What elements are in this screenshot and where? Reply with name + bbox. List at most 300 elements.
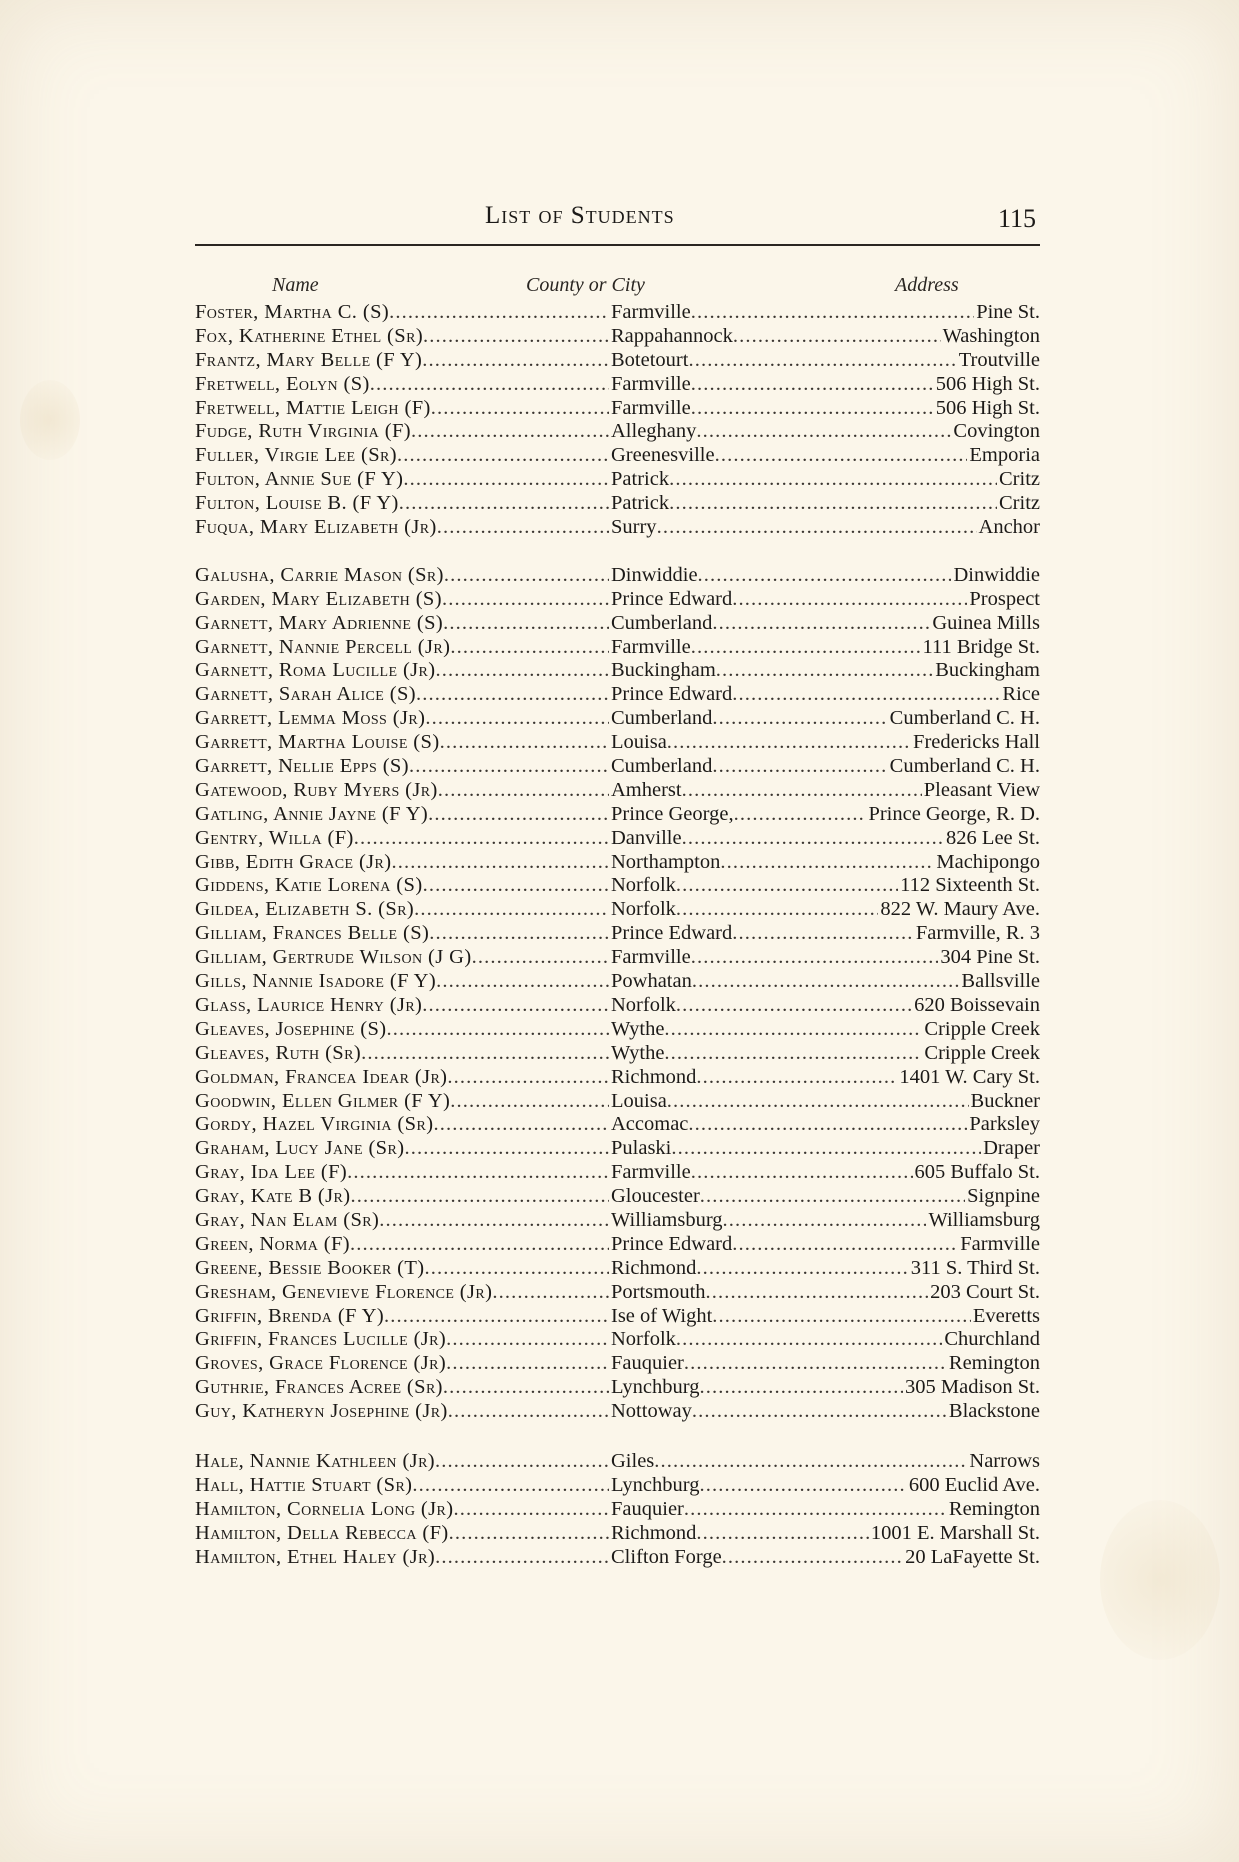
leader-dots	[676, 898, 878, 922]
student-name: Fuqua, Mary Elizabeth (Jr)	[195, 516, 437, 539]
student-name: Giddens, Katie Lorena (S)	[195, 874, 423, 897]
leader-dots	[676, 874, 898, 898]
leader-dots	[435, 1546, 609, 1570]
leader-dots	[698, 564, 952, 588]
student-entry	[195, 325, 1040, 349]
leader-dots	[446, 1328, 609, 1352]
leader-dots	[732, 588, 967, 612]
student-county: Nottoway	[611, 1400, 692, 1423]
student-entry	[195, 1161, 1040, 1185]
leader-dots	[691, 1161, 913, 1185]
leader-dots	[732, 683, 1000, 707]
student-address: Buckner	[970, 1089, 1040, 1112]
student-name: Green, Norma (F)	[195, 1232, 350, 1255]
student-entry	[195, 1474, 1040, 1498]
student-address: 305 Madison St.	[905, 1376, 1040, 1399]
student-name: Garnett, Nannie Percell (Jr)	[195, 635, 451, 658]
student-entry	[195, 1328, 1040, 1352]
leader-dots	[361, 1042, 609, 1066]
student-name: Griffin, Frances Lucille (Jr)	[195, 1328, 447, 1351]
student-entry	[195, 1113, 1040, 1137]
student-county: Amherst	[611, 778, 682, 801]
student-county: Farmville	[611, 635, 691, 658]
student-county: Louisa	[611, 731, 667, 754]
student-name: Gleaves, Josephine (S)	[195, 1017, 387, 1040]
student-county: Norfolk	[611, 898, 676, 921]
student-name: Groves, Grace Florence (Jr)	[195, 1352, 447, 1375]
student-address: Critz	[999, 468, 1040, 491]
student-county: Cumberland	[611, 755, 713, 778]
student-name: Hale, Nannie Kathleen (Jr)	[195, 1449, 436, 1472]
leader-dots	[688, 349, 956, 373]
leader-dots	[696, 1066, 897, 1090]
student-name: Gills, Nannie Isadore (F Y)	[195, 970, 437, 993]
page-title: List of Students	[485, 202, 675, 229]
leader-dots	[733, 325, 941, 349]
page-number: 115	[997, 204, 1036, 233]
student-address: Narrows	[969, 1449, 1040, 1472]
student-address: 112 Sixteenth St.	[900, 874, 1040, 897]
leader-dots	[691, 946, 939, 970]
student-county: Lynchburg	[611, 1473, 700, 1496]
student-entry	[195, 946, 1040, 970]
student-name: Hall, Hattie Stuart (Sr)	[195, 1473, 413, 1496]
leader-dots	[472, 946, 609, 970]
student-address: 506 High St.	[935, 396, 1040, 419]
student-entry	[195, 301, 1040, 325]
student-name: Garnett, Sarah Alice (S)	[195, 683, 417, 706]
leader-dots	[423, 874, 609, 898]
leader-dots	[411, 420, 609, 444]
leader-dots	[664, 1042, 922, 1066]
student-entry	[195, 612, 1040, 636]
leader-dots	[684, 1498, 947, 1522]
leader-dots	[422, 349, 609, 373]
student-name: Gilliam, Gertrude Wilson (J G)	[195, 946, 472, 969]
student-entry	[195, 1137, 1040, 1161]
leader-dots	[691, 301, 974, 325]
leader-dots	[450, 1090, 609, 1114]
student-address: 311 S. Third St.	[910, 1256, 1040, 1279]
student-address: Pine St.	[976, 301, 1040, 323]
student-county: Fauquier	[611, 1497, 684, 1520]
student-entry	[195, 1257, 1040, 1281]
student-entry	[195, 1209, 1040, 1233]
student-name: Garrett, Lemma Moss (Jr)	[195, 707, 426, 730]
student-county: Patrick	[611, 492, 670, 515]
student-county: Prince Edward	[611, 922, 733, 945]
leader-dots	[671, 1137, 981, 1161]
leader-dots	[431, 397, 609, 421]
student-county: Fauquier	[611, 1352, 684, 1375]
student-address: Signpine	[967, 1185, 1040, 1208]
leader-dots	[723, 1209, 927, 1233]
student-name: Fox, Katherine Ethel (Sr)	[195, 324, 424, 347]
student-address: Churchland	[944, 1328, 1040, 1351]
student-name: Guthrie, Frances Acree (Sr)	[195, 1376, 443, 1399]
student-county: Alleghany	[611, 420, 697, 443]
leader-dots	[440, 731, 609, 755]
student-county: Cumberland	[611, 707, 713, 730]
student-name: Garnett, Roma Lucille (Jr)	[195, 659, 436, 682]
student-entry	[195, 683, 1040, 707]
leader-dots	[425, 707, 609, 731]
student-entry	[195, 1450, 1040, 1474]
student-entry	[195, 1185, 1040, 1209]
leader-dots	[436, 970, 609, 994]
student-county: Prince Edward	[611, 587, 733, 610]
student-address: 822 W. Maury Ave.	[880, 898, 1040, 921]
leader-dots	[351, 1185, 610, 1209]
leader-dots	[384, 1305, 609, 1329]
student-entry	[195, 659, 1040, 683]
leader-dots	[397, 444, 609, 468]
leader-dots	[453, 1498, 609, 1522]
student-name: Fretwell, Eolyn (S)	[195, 372, 370, 395]
student-county: Buckingham	[611, 659, 716, 682]
student-address: Parksley	[969, 1113, 1040, 1136]
leader-dots	[734, 803, 867, 827]
leader-dots	[720, 851, 934, 875]
leader-dots	[443, 1376, 609, 1400]
student-address: Remington	[948, 1497, 1040, 1520]
student-county: Prince George,	[611, 802, 734, 825]
student-name: Gentry, Willa (F)	[195, 826, 354, 849]
student-name: Hamilton, Ethel Haley (Jr)	[195, 1545, 436, 1568]
leader-dots	[712, 707, 887, 731]
student-address: Critz	[999, 492, 1040, 515]
student-address: 600 Euclid Ave.	[908, 1473, 1040, 1496]
student-county: Farmville	[611, 946, 691, 969]
student-county: Botetourt	[611, 348, 689, 371]
student-county: Prince Edward	[611, 683, 733, 706]
leader-dots	[429, 922, 609, 946]
leader-dots	[691, 373, 934, 397]
student-name: Frantz, Mary Belle (F Y)	[195, 348, 423, 371]
leader-dots	[696, 1257, 908, 1281]
student-county: Surry	[611, 516, 657, 539]
student-address: Everetts	[972, 1304, 1040, 1327]
leader-dots	[654, 1450, 967, 1474]
student-entry	[195, 731, 1040, 755]
student-entry	[195, 827, 1040, 851]
leader-dots	[387, 1018, 609, 1042]
student-address: Dinwiddie	[953, 563, 1040, 586]
student-entry	[195, 803, 1040, 827]
student-entry	[195, 373, 1040, 397]
student-county: Portsmouth	[611, 1280, 706, 1303]
leader-dots	[696, 420, 951, 444]
student-address: Troutville	[958, 348, 1040, 371]
student-name: Gray, Kate B (Jr)	[195, 1185, 351, 1208]
student-county: Farmville	[611, 372, 691, 395]
leader-dots	[692, 1400, 947, 1424]
student-address: Guinea Mills	[932, 611, 1040, 634]
student-name: Guy, Katheryn Josephine (Jr)	[195, 1400, 448, 1423]
student-name: Goodwin, Ellen Gilmer (F Y)	[195, 1089, 451, 1112]
leader-dots	[443, 612, 609, 636]
student-name: Fudge, Ruth Virginia (F)	[195, 420, 411, 443]
student-name: Fretwell, Mattie Leigh (F)	[195, 396, 431, 419]
leader-dots	[684, 1352, 947, 1376]
student-name: Foster, Martha C. (S)	[195, 301, 390, 323]
student-address: Blackstone	[948, 1400, 1040, 1423]
student-county: Norfolk	[611, 993, 676, 1016]
student-address: Cumberland C. H.	[889, 755, 1040, 778]
student-county: Clifton Forge	[611, 1545, 722, 1568]
column-header-name: Name	[272, 274, 319, 296]
student-address: Pleasant View	[923, 778, 1040, 801]
student-entry	[195, 1352, 1040, 1376]
leader-dots	[379, 1209, 609, 1233]
student-county: Accomac	[611, 1113, 689, 1136]
student-entry	[195, 492, 1040, 516]
student-address: 620 Boissevain	[914, 993, 1040, 1016]
leader-dots	[447, 1066, 609, 1090]
student-name: Gildea, Elizabeth S. (Sr)	[195, 898, 415, 921]
student-entry	[195, 1400, 1040, 1424]
leader-dots	[438, 779, 609, 803]
student-address: Cripple Creek	[924, 1041, 1040, 1064]
student-name: Gilliam, Frances Belle (S)	[195, 922, 430, 945]
leader-dots	[692, 970, 960, 994]
student-county: Wythe	[611, 1041, 665, 1064]
student-entry	[195, 1090, 1040, 1114]
student-name: Gleaves, Ruth (Sr)	[195, 1041, 362, 1064]
student-address: 304 Pine St.	[940, 946, 1040, 969]
student-entry	[195, 1233, 1040, 1257]
student-address: 826 Lee St.	[946, 826, 1040, 849]
student-entry	[195, 1546, 1040, 1570]
student-name: Gibb, Edith Grace (Jr)	[195, 850, 392, 873]
student-address: 203 Court St.	[930, 1280, 1040, 1303]
leader-dots	[667, 731, 911, 755]
student-entry	[195, 779, 1040, 803]
student-entry	[195, 636, 1040, 660]
student-name: Glass, Laurice Henry (Jr)	[195, 993, 423, 1016]
leader-dots	[404, 1137, 609, 1161]
leader-dots	[706, 1281, 929, 1305]
student-entry	[195, 1066, 1040, 1090]
leader-dots	[688, 1113, 967, 1137]
student-county: Richmond	[611, 1521, 697, 1544]
student-name: Garnett, Mary Adrienne (S)	[195, 611, 444, 634]
student-county: Powhatan	[611, 970, 692, 993]
student-address: 605 Buffalo St.	[914, 1161, 1040, 1184]
student-entry	[195, 1042, 1040, 1066]
student-name: Gatewood, Ruby Myers (Jr)	[195, 778, 438, 801]
student-address: Prince George, R. D.	[868, 802, 1040, 825]
leader-dots	[669, 492, 997, 516]
leader-dots	[399, 492, 609, 516]
leader-dots	[389, 301, 609, 325]
student-county: Dinwiddie	[611, 563, 698, 586]
student-address: Draper	[983, 1137, 1040, 1160]
student-entry	[195, 970, 1040, 994]
leader-dots	[442, 588, 609, 612]
student-entry	[195, 468, 1040, 492]
student-address: Cripple Creek	[924, 1017, 1040, 1040]
student-list	[195, 301, 1040, 1569]
student-name: Garrett, Martha Louise (S)	[195, 731, 440, 754]
student-name: Fuller, Virgie Lee (Sr)	[195, 444, 397, 467]
student-county: Farmville	[611, 396, 691, 419]
student-name: Hamilton, Cornelia Long (Jr)	[195, 1497, 454, 1520]
student-county: Northampton	[611, 850, 721, 873]
leader-dots	[433, 1113, 609, 1137]
leader-dots	[682, 827, 944, 851]
leader-dots	[423, 325, 609, 349]
student-county: Farmville	[611, 301, 691, 323]
student-name: Gresham, Genevieve Florence (Jr)	[195, 1280, 493, 1303]
student-entry	[195, 851, 1040, 875]
student-name: Goldman, Francea Idear (Jr)	[195, 1065, 448, 1088]
student-address: Remington	[948, 1352, 1040, 1375]
leader-dots	[436, 659, 609, 683]
student-county: Louisa	[611, 1089, 667, 1112]
leader-dots	[354, 827, 609, 851]
student-name: Garrett, Nellie Epps (S)	[195, 755, 409, 778]
leader-dots	[350, 1233, 609, 1257]
student-address: Farmville	[960, 1232, 1040, 1255]
leader-dots	[696, 1522, 868, 1546]
leader-dots	[676, 1328, 942, 1352]
student-county: Cumberland	[611, 611, 713, 634]
leader-dots	[700, 1185, 965, 1209]
student-address: Washington	[942, 324, 1040, 347]
column-header-address: Address	[895, 274, 959, 296]
student-county: Farmville	[611, 1161, 691, 1184]
student-address: Machipongo	[936, 850, 1040, 873]
leader-dots	[667, 1090, 969, 1114]
student-county: Gloucester	[611, 1185, 700, 1208]
student-address: Fredericks Hall	[913, 731, 1040, 754]
student-county: Giles	[611, 1449, 655, 1472]
student-address: 1401 W. Cary St.	[899, 1065, 1040, 1088]
header-rule	[195, 244, 1040, 246]
leader-dots	[691, 636, 921, 660]
leader-dots	[699, 1376, 903, 1400]
leader-dots	[403, 468, 609, 492]
leader-dots	[448, 1400, 609, 1424]
student-county: Norfolk	[611, 874, 676, 897]
student-county: Wythe	[611, 1017, 665, 1040]
student-county: Pulaski	[611, 1137, 672, 1160]
leader-dots	[370, 373, 609, 397]
student-county: Prince Edward	[611, 1232, 733, 1255]
student-county: Richmond	[611, 1065, 697, 1088]
student-entry	[195, 349, 1040, 373]
leader-dots	[669, 468, 997, 492]
leader-dots	[732, 922, 914, 946]
student-address: 111 Bridge St.	[922, 635, 1040, 658]
student-entry	[195, 1018, 1040, 1042]
student-entry	[195, 874, 1040, 898]
student-address: 1001 E. Marshall St.	[870, 1521, 1040, 1544]
student-entry	[195, 922, 1040, 946]
leader-dots	[444, 564, 609, 588]
student-name: Galusha, Carrie Mason (Sr)	[195, 563, 444, 586]
leader-dots	[428, 803, 609, 827]
student-address: Prospect	[969, 587, 1040, 610]
leader-dots	[712, 1305, 971, 1329]
leader-dots	[450, 636, 609, 660]
student-name: Garden, Mary Elizabeth (S)	[195, 587, 442, 610]
student-county: Danville	[611, 826, 682, 849]
leader-dots	[449, 1522, 609, 1546]
student-entry	[195, 588, 1040, 612]
leader-dots	[425, 1257, 610, 1281]
student-entry	[195, 444, 1040, 468]
student-name: Hamilton, Della Rebecca (F)	[195, 1521, 449, 1544]
column-header-county: County or City	[526, 274, 645, 296]
student-entry	[195, 1522, 1040, 1546]
student-name: Greene, Bessie Booker (T)	[195, 1256, 425, 1279]
student-county: Rappahannock	[611, 324, 733, 347]
student-entry	[195, 1305, 1040, 1329]
leader-dots	[664, 1018, 922, 1042]
student-entry	[195, 516, 1040, 540]
student-entry	[195, 994, 1040, 1018]
leader-dots	[682, 779, 922, 803]
student-name: Graham, Lucy Jane (Sr)	[195, 1137, 405, 1160]
leader-dots	[657, 516, 977, 540]
student-name: Fulton, Annie Sue (F Y)	[195, 468, 404, 491]
student-name: Fulton, Louise B. (F Y)	[195, 492, 399, 515]
leader-dots	[347, 1161, 609, 1185]
student-county: Williamsburg	[611, 1208, 723, 1231]
student-entry	[195, 397, 1040, 421]
student-address: Ballsville	[961, 970, 1040, 993]
leader-dots	[699, 1474, 906, 1498]
student-address: Cumberland C. H.	[889, 707, 1040, 730]
student-entry	[195, 1498, 1040, 1522]
leader-dots	[722, 1546, 903, 1570]
student-entry	[195, 420, 1040, 444]
student-name: Griffin, Brenda (F Y)	[195, 1304, 385, 1327]
leader-dots	[691, 397, 934, 421]
leader-dots	[437, 516, 609, 540]
leader-dots	[412, 1474, 609, 1498]
student-county: Patrick	[611, 468, 670, 491]
student-county: Lynchburg	[611, 1376, 700, 1399]
leader-dots	[422, 994, 609, 1018]
student-address: Williamsburg	[928, 1208, 1040, 1231]
leader-dots	[676, 994, 912, 1018]
student-address: 506 High St.	[935, 372, 1040, 395]
student-entry	[195, 564, 1040, 588]
leader-dots	[392, 851, 609, 875]
student-address: Emporia	[969, 444, 1040, 467]
student-address: Anchor	[978, 516, 1040, 539]
student-entry	[195, 1281, 1040, 1305]
student-county: Ise of Wight	[611, 1304, 713, 1327]
student-entry	[195, 707, 1040, 731]
student-address: Covington	[953, 420, 1040, 443]
page-header	[195, 198, 1040, 244]
leader-dots	[435, 1450, 609, 1474]
student-address: 20 LaFayette St.	[905, 1545, 1040, 1568]
leader-dots	[732, 1233, 958, 1257]
student-name: Gordy, Hazel Virginia (Sr)	[195, 1113, 434, 1136]
leader-dots	[712, 612, 930, 636]
leader-dots	[492, 1281, 609, 1305]
student-address: Farmville, R. 3	[915, 922, 1040, 945]
leader-dots	[715, 444, 968, 468]
student-address: Rice	[1002, 683, 1040, 706]
student-county: Norfolk	[611, 1328, 676, 1351]
leader-dots	[716, 659, 933, 683]
